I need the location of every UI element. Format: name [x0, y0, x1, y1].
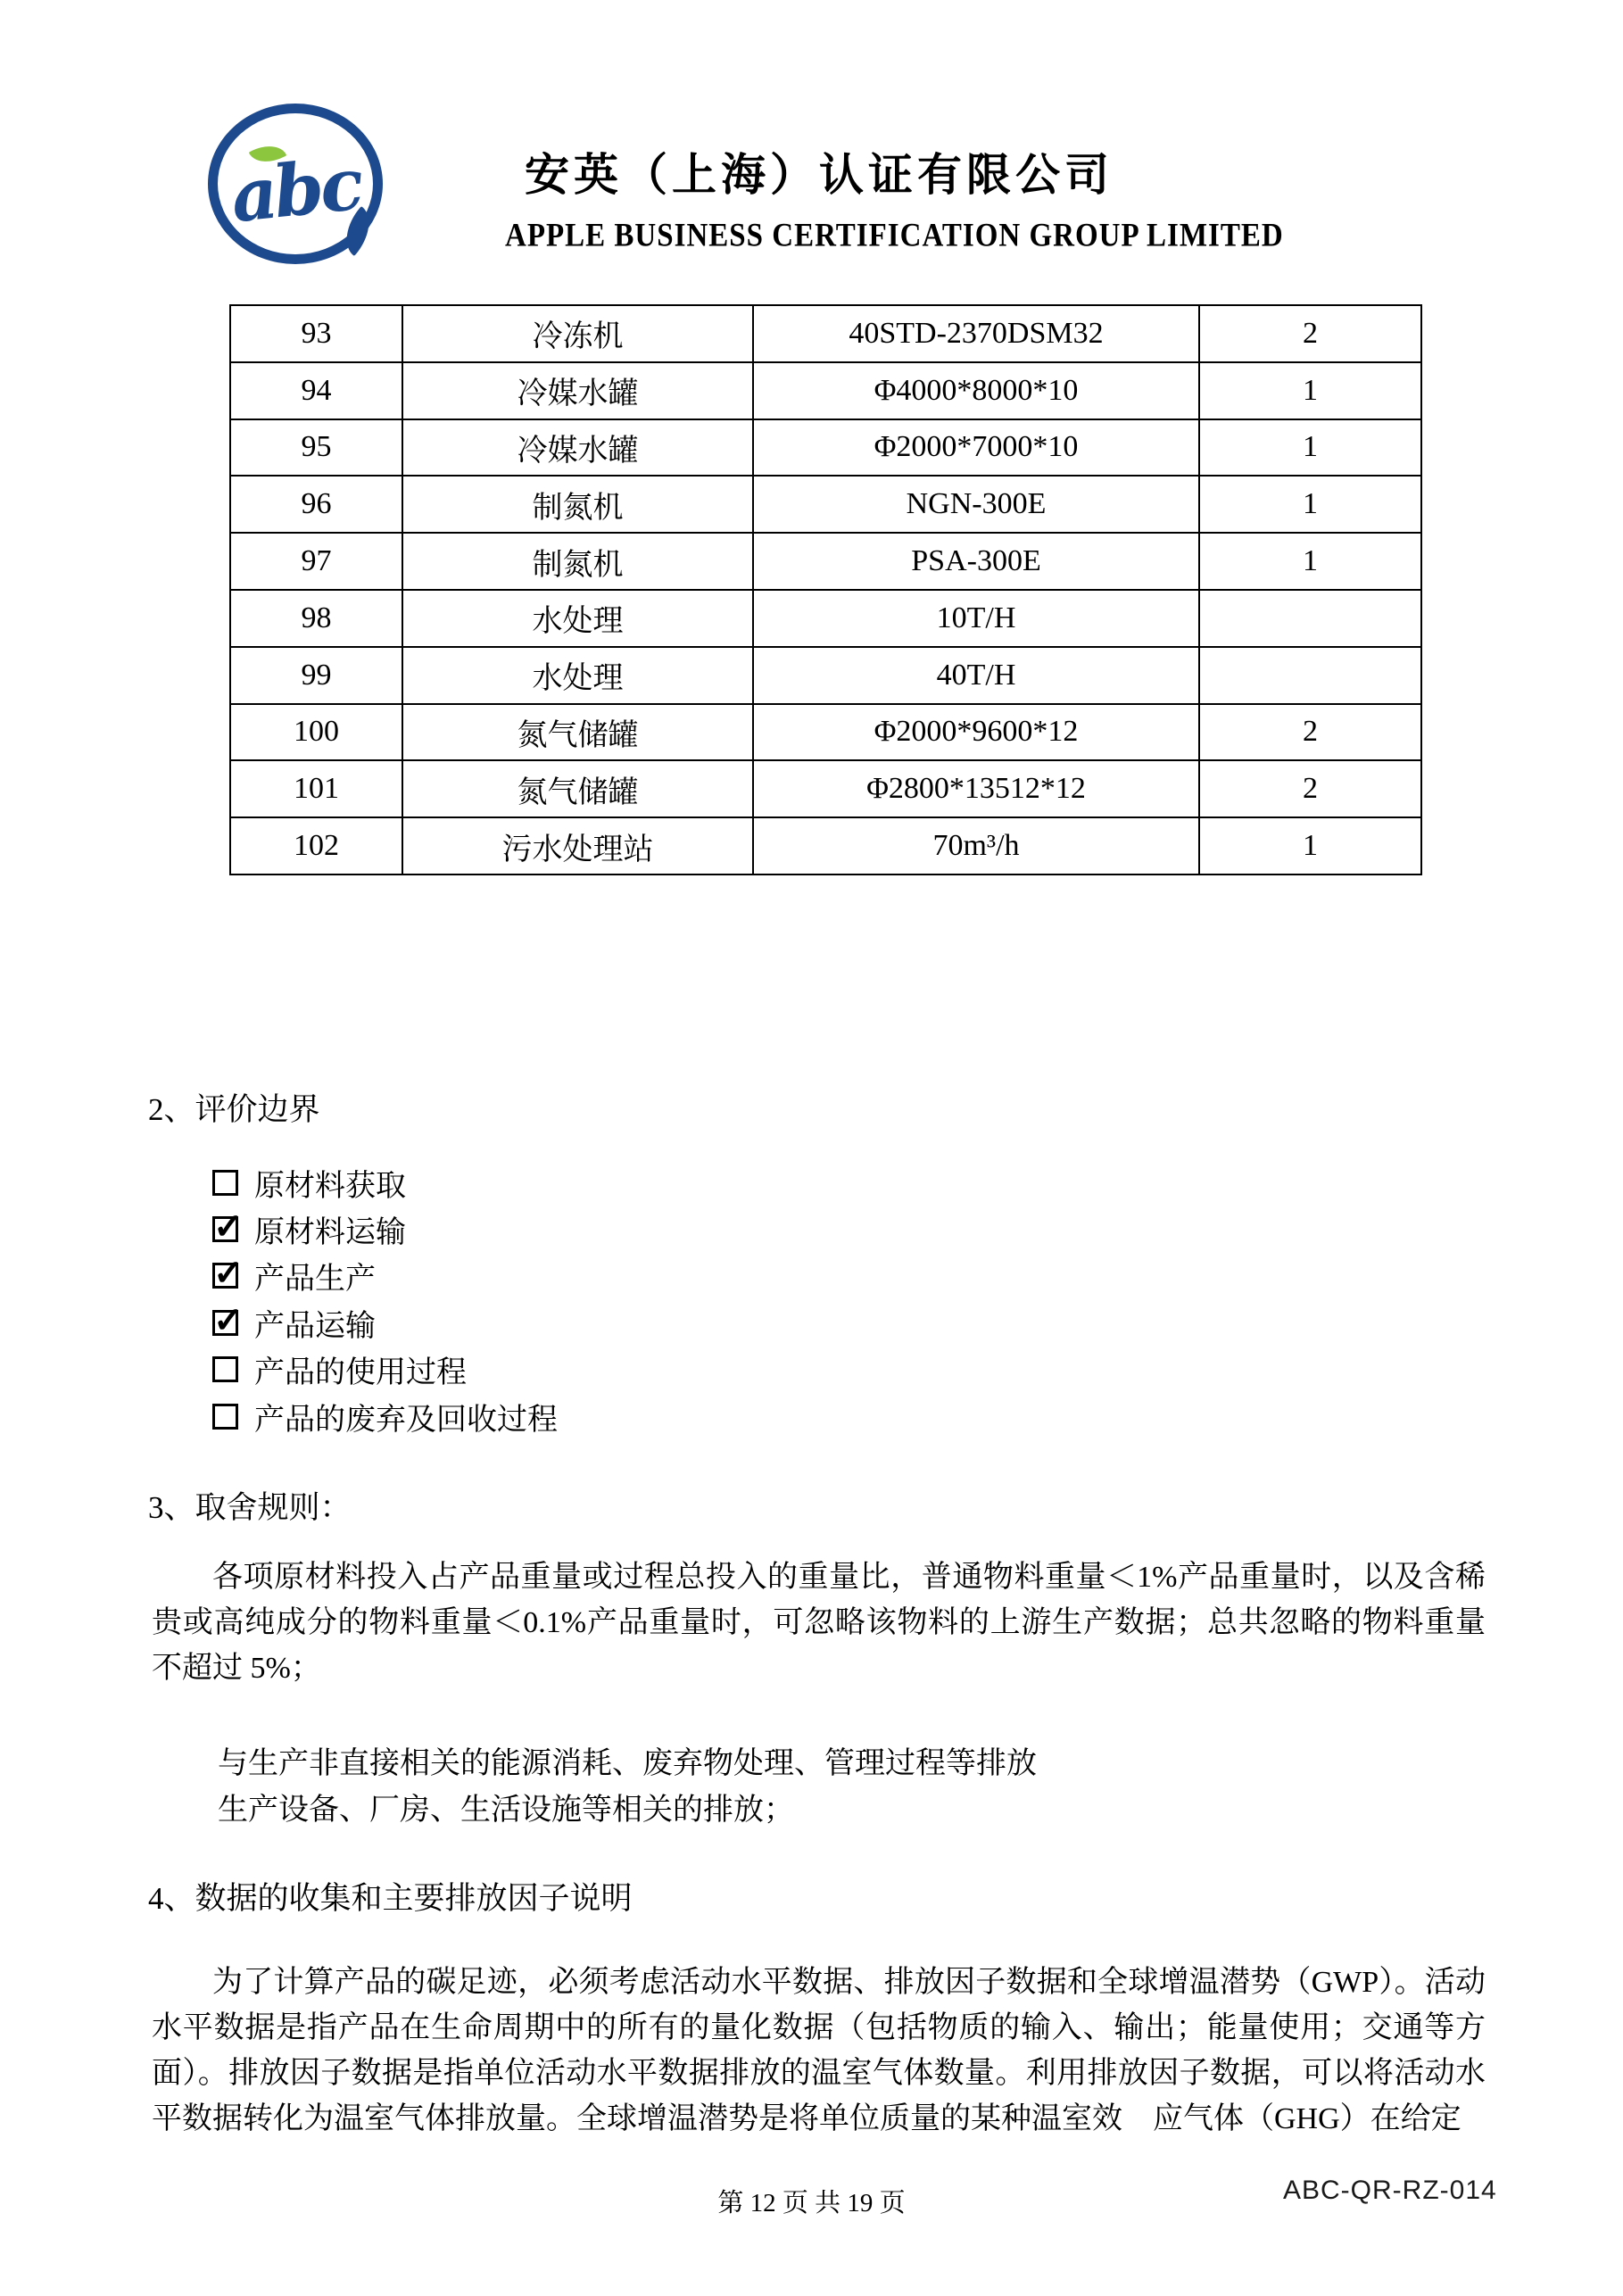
logo-circle-icon	[208, 104, 383, 264]
cell-name: 冷媒水罐	[402, 419, 753, 477]
cell-spec: 40T/H	[753, 647, 1199, 704]
cell-name: 冷媒水罐	[402, 362, 753, 419]
cell-spec: 10T/H	[753, 590, 1199, 647]
cell-qty: 2	[1199, 704, 1421, 761]
cell-qty: 1	[1199, 533, 1421, 590]
checkbox-label: 产品生产	[254, 1263, 376, 1297]
company-name-en: APPLE BUSINESS CERTIFICATION GROUP LIMITED	[505, 218, 1284, 254]
checkbox-icon	[212, 1356, 238, 1382]
cell-name: 制氮机	[402, 476, 753, 533]
cell-qty: 1	[1199, 817, 1421, 874]
supplement-line: 生产设备、厂房、生活设施等相关的排放；	[218, 1794, 794, 1827]
checkbox-label: 产品运输	[254, 1309, 376, 1343]
checkbox-item	[212, 1159, 558, 1206]
table-row	[230, 817, 1421, 874]
cell-no: 94	[230, 362, 402, 419]
cell-spec: Φ4000*8000*10	[753, 362, 1199, 419]
checkbox-icon	[212, 1170, 238, 1196]
table-row	[230, 704, 1421, 761]
section-heading-cutoff: 3、取舍规则：	[148, 1490, 352, 1525]
checkbox-item	[212, 1206, 558, 1252]
checkbox-item	[212, 1347, 558, 1393]
table-row	[230, 305, 1421, 362]
cell-no: 98	[230, 590, 402, 647]
boundary-checkbox-list	[212, 1159, 558, 1439]
checkbox-label: 原材料获取	[254, 1169, 406, 1203]
cell-qty	[1199, 647, 1421, 704]
document-number: ABC-QR-RZ-014	[1283, 2176, 1497, 2205]
cell-name: 氮气储罐	[402, 760, 753, 817]
cell-qty: 2	[1199, 305, 1421, 362]
cell-name: 水处理	[402, 590, 753, 647]
supplement-line: 与生产非直接相关的能源消耗、废弃物处理、管理过程等排放	[218, 1747, 1037, 1780]
cell-no: 93	[230, 305, 402, 362]
table-row	[230, 760, 1421, 817]
cell-no: 101	[230, 760, 402, 817]
checkbox-icon	[212, 1216, 238, 1242]
cell-spec: Φ2000*9600*12	[753, 704, 1199, 761]
checkbox-item	[212, 1299, 558, 1346]
cell-spec: Φ2800*13512*12	[753, 760, 1199, 817]
cell-spec: PSA-300E	[753, 533, 1199, 590]
cell-qty: 1	[1199, 419, 1421, 477]
cell-name: 制氮机	[402, 533, 753, 590]
cell-name: 污水处理站	[402, 817, 753, 874]
cell-no: 97	[230, 533, 402, 590]
cell-name: 水处理	[402, 647, 753, 704]
cell-qty: 1	[1199, 476, 1421, 533]
cell-no: 102	[230, 817, 402, 874]
cell-spec: NGN-300E	[753, 476, 1199, 533]
table-row	[230, 362, 1421, 419]
checkbox-label: 产品的废弃及回收过程	[254, 1403, 558, 1437]
cell-qty: 1	[1199, 362, 1421, 419]
page-number: 第 12 页 共 19 页	[717, 2189, 906, 2217]
table-row	[230, 590, 1421, 647]
table-row	[230, 533, 1421, 590]
cell-no: 100	[230, 704, 402, 761]
checkbox-label: 原材料运输	[254, 1216, 406, 1250]
cell-qty	[1199, 590, 1421, 647]
checkbox-item	[212, 1393, 558, 1439]
checkbox-label: 产品的使用过程	[254, 1356, 467, 1390]
table-row	[230, 476, 1421, 533]
checkbox-icon	[212, 1263, 238, 1289]
cell-name: 冷冻机	[402, 305, 753, 362]
section-heading-boundary: 2、评价边界	[148, 1092, 320, 1127]
cutoff-paragraph: 各项原材料投入占产品重量或过程总投入的重量比，普通物料重量＜1%产品重量时，以及含稀贵或高纯成分的物料重量＜0.1%产品重量时，可忽略该物料的上游生产数据；总共忽略的物料重量不超过 5%；	[152, 1561, 1486, 1685]
data-collection-paragraph: 为了计算产品的碳足迹，必须考虑活动水平数据、排放因子数据和全球增温潜势（GWP）。活动水平数据是指产品在生命周期中的所有的量化数据（包括物质的输入、输出；能量使用；交通等方面）。排放因子数据是指单位活动水平数据排放的温室气体数量。利用排放因子数据，可以将活动水平数据转化为温室气体排放量。全球增温潜势是将单位质量的某种温室效 应气体（GHG）在给定	[152, 1966, 1486, 2135]
equipment-table	[229, 304, 1422, 875]
cell-spec: 40STD-2370DSM32	[753, 305, 1199, 362]
checkbox-icon	[212, 1310, 238, 1336]
cell-no: 96	[230, 476, 402, 533]
checkbox-item	[212, 1253, 558, 1299]
cell-spec: 70m³/h	[753, 817, 1199, 874]
table-row	[230, 419, 1421, 477]
section-heading-data-collection: 4、数据的收集和主要排放因子说明	[148, 1881, 633, 1916]
cell-name: 氮气储罐	[402, 704, 753, 761]
cutoff-supplement	[218, 1741, 1037, 1834]
cell-no: 95	[230, 419, 402, 477]
company-name-zh: 安英（上海）认证有限公司	[525, 150, 1114, 200]
cell-no: 99	[230, 647, 402, 704]
checkbox-icon	[212, 1404, 238, 1430]
cell-qty: 2	[1199, 760, 1421, 817]
company-logo	[208, 104, 383, 264]
cell-spec: Φ2000*7000*10	[753, 419, 1199, 477]
logo-text: abc	[227, 141, 364, 239]
table-row	[230, 647, 1421, 704]
